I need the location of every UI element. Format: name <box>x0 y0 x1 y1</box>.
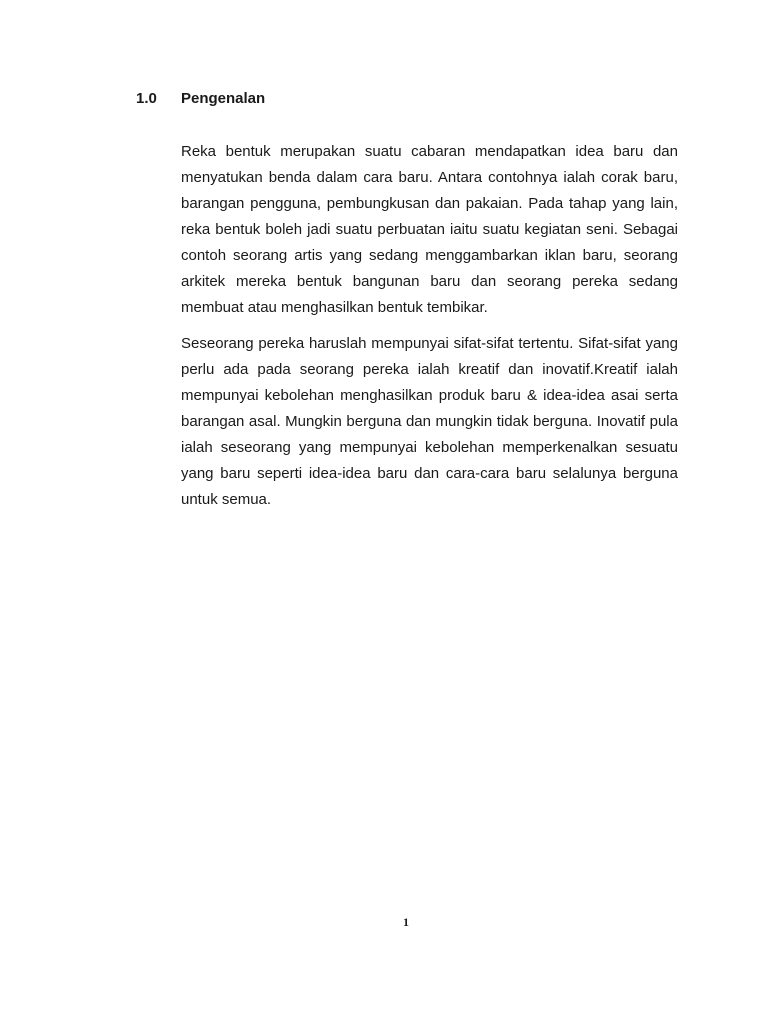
section-title: Pengenalan <box>181 90 266 107</box>
section-body <box>181 139 678 513</box>
paragraph-2: Seseorang pereka haruslah mempunyai sifat-sifat tertentu. Sifat-sifat yang perlu ada pada seorang pereka ialah kreatif dan inovatif.Kreatif ialah mempunyai kebolehan menghasilkan produk baru & idea-idea asai serta barangan asal. Mungkin berguna dan mungkin tidak berguna. Inovatif pula ialah seseorang yang mempunyai kebolehan memperkenalkan sesuatu yang baru seperti idea-idea baru dan cara-cara baru selalunya berguna untuk semua. <box>181 335 678 508</box>
page-number: 1 <box>403 915 409 929</box>
section-number: 1.0 <box>136 90 157 107</box>
paragraph-1: Reka bentuk merupakan suatu cabaran mendapatkan idea baru dan menyatukan benda dalam cara baru. Antara contohnya ialah corak baru, barangan pengguna, pembungkusan dan pakaian. Pada tahap yang lain, reka bentuk boleh jadi suatu perbuatan iaitu suatu kegiatan seni. Sebagai contoh seorang artis yang sedang menggambarkan iklan baru, seorang arkitek mereka bentuk bangunan baru dan seorang pereka sedang membuat atau menghasilkan bentuk tembikar. <box>181 143 678 316</box>
section-heading <box>136 89 265 109</box>
